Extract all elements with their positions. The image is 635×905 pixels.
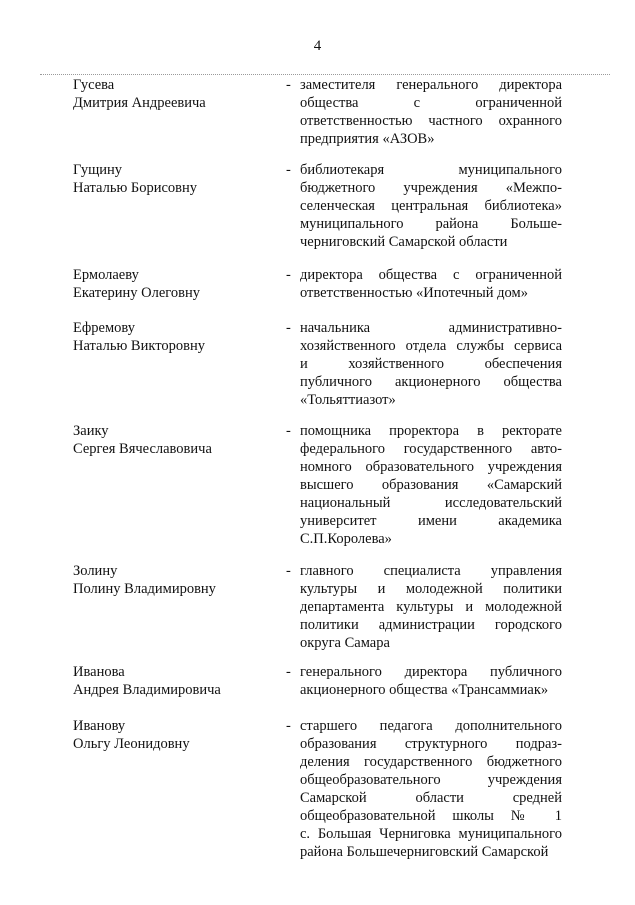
dash-separator: - bbox=[286, 162, 291, 178]
position-description-line: Самарской области средней bbox=[300, 790, 562, 806]
position-description bbox=[300, 161, 562, 251]
position-description-line: политики администрации городского bbox=[300, 617, 562, 633]
position-description-line: национальный исследовательский bbox=[300, 495, 562, 511]
person-name bbox=[73, 76, 273, 112]
position-description-line: номного образовательного учреждения bbox=[300, 459, 562, 475]
person-name-line: Екатерину Олеговну bbox=[73, 285, 200, 301]
person-name-line: Сергея Вячеславовича bbox=[73, 441, 212, 457]
position-description-line: муниципального района Больше- bbox=[300, 216, 562, 232]
dash-separator: - bbox=[286, 423, 291, 439]
position-description-line: помощника проректора в ректорате bbox=[300, 423, 562, 439]
person-name bbox=[73, 161, 273, 197]
position-description-line: деления государственного бюджетного bbox=[300, 754, 562, 770]
person-name bbox=[73, 319, 273, 355]
person-name bbox=[73, 717, 273, 753]
dash-separator: - bbox=[286, 664, 291, 680]
position-description-line: «Тольяттиазот» bbox=[300, 392, 396, 408]
dash-separator: - bbox=[286, 718, 291, 734]
position-description-line: главного специалиста управления bbox=[300, 563, 562, 579]
person-name-line: Ольгу Леонидовну bbox=[73, 736, 190, 752]
position-description-line: университет имени академика bbox=[300, 513, 562, 529]
position-description-line: ответственностью «Ипотечный дом» bbox=[300, 285, 528, 301]
position-description-line: высшего образования «Самарский bbox=[300, 477, 562, 493]
dash-separator: - bbox=[286, 320, 291, 336]
position-description-line: старшего педагога дополнительного bbox=[300, 718, 562, 734]
position-description-line: общеобразовательной школы № 1 bbox=[300, 808, 562, 824]
person-name-line: Иванова bbox=[73, 664, 125, 680]
person-name bbox=[73, 422, 273, 458]
person-name-line: Андрея Владимировича bbox=[73, 682, 221, 698]
person-name bbox=[73, 562, 273, 598]
position-description-line: департамента культуры и молодежной bbox=[300, 599, 562, 615]
dash-separator: - bbox=[286, 563, 291, 579]
position-description-line: директора общества с ограниченной bbox=[300, 267, 562, 283]
position-description-line: и хозяйственного обеспечения bbox=[300, 356, 562, 372]
position-description-line: публичного акционерного общества bbox=[300, 374, 562, 390]
position-description bbox=[300, 266, 562, 302]
position-description-line: селенческая центральная библиотека» bbox=[300, 198, 562, 214]
position-description-line: бюджетного учреждения «Межпо- bbox=[300, 180, 562, 196]
person-name-line: Заику bbox=[73, 423, 109, 439]
position-description-line: района Большечерниговский Самарской bbox=[300, 844, 549, 860]
position-description-line: начальника административно- bbox=[300, 320, 562, 336]
position-description-line: ответственностью частного охранного bbox=[300, 113, 562, 129]
page-number: 4 bbox=[313, 38, 322, 54]
position-description-line: общества с ограниченной bbox=[300, 95, 562, 111]
position-description-line: образования структурного подраз- bbox=[300, 736, 562, 752]
person-name-line: Дмитрия Андреевича bbox=[73, 95, 206, 111]
position-description-line: общеобразовательного учреждения bbox=[300, 772, 562, 788]
position-description bbox=[300, 562, 562, 652]
position-description bbox=[300, 319, 562, 409]
position-description-line: акционерного общества «Трансаммиак» bbox=[300, 682, 549, 698]
position-description-line: хозяйственного отдела службы сервиса bbox=[300, 338, 562, 354]
position-description bbox=[300, 663, 562, 699]
person-name-line: Полину Владимировну bbox=[73, 581, 216, 597]
person-name-line: Наталью Борисовну bbox=[73, 180, 198, 196]
position-description-line: с. Большая Черниговка муниципального bbox=[300, 826, 562, 842]
person-name-line: Иванову bbox=[73, 718, 126, 734]
person-name-line: Наталью Викторовну bbox=[73, 338, 205, 354]
person-name-line: Гущину bbox=[73, 162, 123, 178]
position-description-line: библиотекаря муниципального bbox=[300, 162, 562, 178]
position-description-line: культуры и молодежной политики bbox=[300, 581, 562, 597]
position-description-line: округа Самара bbox=[300, 635, 390, 651]
person-name bbox=[73, 266, 273, 302]
person-name bbox=[73, 663, 273, 699]
person-name-line: Ермолаеву bbox=[73, 267, 139, 283]
position-description-line: предприятия «АЗОВ» bbox=[300, 131, 435, 147]
person-name-line: Золину bbox=[73, 563, 118, 579]
position-description-line: С.П.Королева» bbox=[300, 531, 392, 547]
position-description-line: заместителя генерального директора bbox=[300, 77, 562, 93]
person-name-line: Ефремову bbox=[73, 320, 135, 336]
position-description bbox=[300, 422, 562, 548]
dash-separator: - bbox=[286, 267, 291, 283]
position-description-line: черниговский Самарской области bbox=[300, 234, 508, 250]
scan-divider-line bbox=[40, 74, 610, 75]
position-description bbox=[300, 717, 562, 861]
position-description-line: федерального государственного авто- bbox=[300, 441, 562, 457]
person-name-line: Гусева bbox=[73, 77, 115, 93]
position-description bbox=[300, 76, 562, 148]
position-description-line: генерального директора публичного bbox=[300, 664, 562, 680]
dash-separator: - bbox=[286, 77, 291, 93]
